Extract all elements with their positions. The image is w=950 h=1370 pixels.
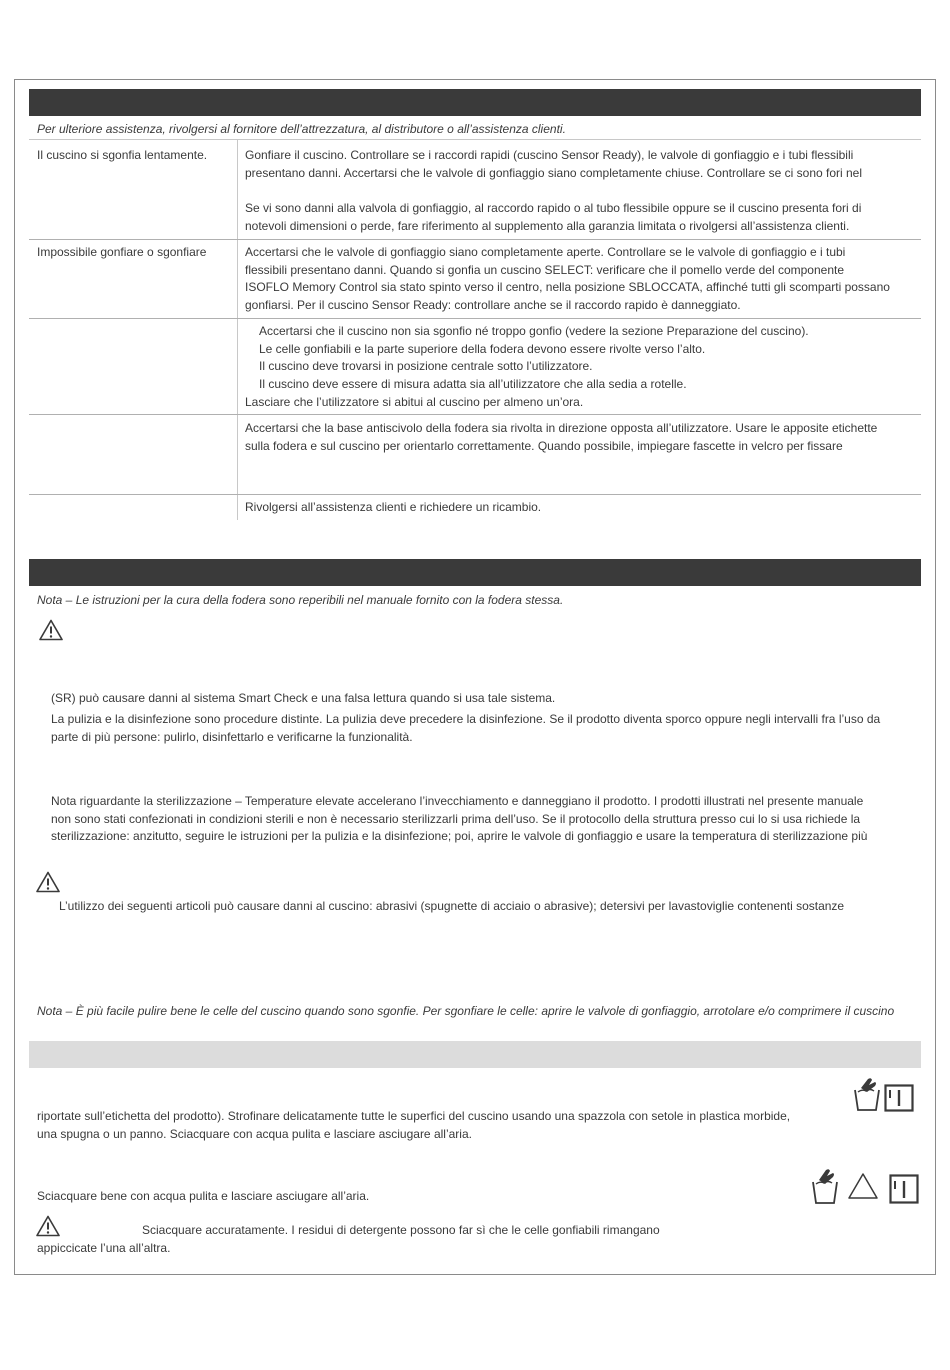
bleach-triangle-icon bbox=[847, 1172, 879, 1200]
warning-icon bbox=[36, 871, 60, 893]
divider bbox=[29, 139, 921, 140]
cleaning-intro: La pulizia e la disinfezione sono procedure distinte. La pulizia deve precedere la disinfezione. Se il prodotto diventa sporco oppure negli intervalli fra l’uso da parte di più persone: pulirlo, disinfettarlo e verificarne la funzionalità. bbox=[51, 712, 881, 744]
wash-instructions: riportate sull’etichetta del prodotto). Strofinare delicatamente tutte le superfici del cuscino usando una spazzola con setole in plastica morbide, una spugna o un panno. Sciacquare con acqua pulita e lasciare asciugare all’aria. bbox=[37, 1109, 791, 1141]
care-header-bar bbox=[29, 559, 921, 586]
solution-cell: Accertarsi che le valvole di gonfiaggio siano completamente aperte. Controllare se le valvole di gonfiaggio e i tubi flessibili presentano danni. Quando si gonfia un cuscino SELECT: verificare che il pomello verde del componente ISOFLO Memory Control sia stato spinto verso il centro, nella posizione SBLOCCATA, affinché tutti gli scomparti possano gonfiarsi. Per il cuscino Sensor Ready: controllare anche se il raccordo rapido è danneggiato. bbox=[245, 245, 890, 313]
solution-cell: Gonfiare il cuscino. Controllare se i raccordi rapidi (cuscino Sensor Ready), le valvole di gonfiaggio e i tubi flessibili presentano danni. Accertarsi che le valvole di gonfiaggio siano completamente chiuse. Controllare se ci sono fori nel Se vi sono danni alla valvola di gonfiaggio, al raccordo rapido o al tubo flessibile oppure se il cuscino presenta fori di notevoli dimensioni o perde, fare riferimento al supplemento alla garanzia limitata o rivolgersi all’assistenza clienti. bbox=[245, 148, 863, 233]
drip-dry-icon bbox=[884, 1084, 914, 1112]
troubleshooting-note: Per ulteriore assistenza, rivolgersi al fornitore dell’attrezzatura, al distributore o all’assistenza clienti. bbox=[37, 122, 566, 136]
solution-cell: Rivolgersi all’assistenza clienti e richiedere un ricambio. bbox=[245, 500, 542, 514]
hand-wash-icon bbox=[810, 1167, 840, 1205]
care-note: Nota – Le istruzioni per la cura della fodera sono reperibili nel manuale fornito con la fodera stessa. bbox=[37, 593, 564, 607]
sr-warning-text: (SR) può causare danni al sistema Smart Check e una falsa lettura quando si usa tale sistema. bbox=[51, 691, 556, 705]
warning-icon bbox=[39, 619, 63, 641]
row-divider bbox=[29, 494, 921, 495]
column-divider bbox=[237, 140, 238, 520]
troubleshooting-header-bar bbox=[29, 89, 921, 116]
caution-text-continued: appiccicate l’una all’altra. bbox=[37, 1241, 171, 1255]
solution-cell: Accertarsi che il cuscino non sia sgonfio né troppo gonfio (vedere la sezione Preparazione del cuscino). Le celle gonfiabili e la parte superiore della fodera devono essere rivolte verso l’alto. Il cuscino deve trovarsi in posizione centrale sotto l’utilizzatore. Il cuscino deve essere di misura adatta sia all’utilizzatore che alla sedia a rotelle. Lasciare che l’utilizzatore si abitui al cuscino per almeno un’ora. bbox=[245, 324, 809, 409]
damage-warning-text: L’utilizzo dei seguenti articoli può causare danni al cuscino: abrasivi (spugnette di acciaio o abrasive); detersivi per lavastoviglie contenenti sostanze bbox=[59, 899, 845, 913]
row-divider bbox=[29, 318, 921, 319]
problem-cell: Il cuscino si sgonfia lentamente. bbox=[37, 148, 208, 162]
deflate-note: Nota – È più facile pulire bene le celle del cuscino quando sono sgonfie. Per sgonfiare le celle: aprire le valvole di gonfiaggio, arrotolare e/o comprimere il cuscino bbox=[37, 1004, 895, 1018]
hand-wash-icon bbox=[852, 1076, 882, 1112]
warning-icon bbox=[36, 1215, 60, 1237]
cleaning-header-bar bbox=[29, 1041, 921, 1068]
caution-text: Sciacquare accuratamente. I residui di detergente possono far sì che le celle gonfiabili rimangano bbox=[142, 1223, 660, 1237]
rinse-instructions: Sciacquare bene con acqua pulita e lasciare asciugare all’aria. bbox=[37, 1189, 370, 1203]
solution-cell: Accertarsi che la base antiscivolo della fodera sia rivolta in direzione opposta all’utilizzatore. Usare le apposite etichette sulla fodera e sul cuscino per orientarlo correttamente. Quando possibile, impiegare fascette in velcro per fissare bbox=[245, 421, 878, 453]
drip-dry-icon bbox=[889, 1174, 919, 1204]
row-divider bbox=[29, 414, 921, 415]
problem-cell: Impossibile gonfiare o sgonfiare bbox=[37, 245, 207, 259]
sterilization-note: Nota riguardante la sterilizzazione – Temperature elevate accelerano l’invecchiamento e danneggiano il prodotto. I prodotti illustrati nel presente manuale non sono stati confezionati in condizioni sterili e non è necessario sterilizzarli prima dell’uso. Se il protocollo della struttura presso cui lo si usa richiede la sterilizzazione: anzitutto, seguire le istruzioni per la pulizia e la disinfezione; poi, aprire le valvole di gonfiaggio e usare la temperatura di sterilizzazione più bbox=[51, 794, 868, 844]
row-divider bbox=[29, 239, 921, 240]
